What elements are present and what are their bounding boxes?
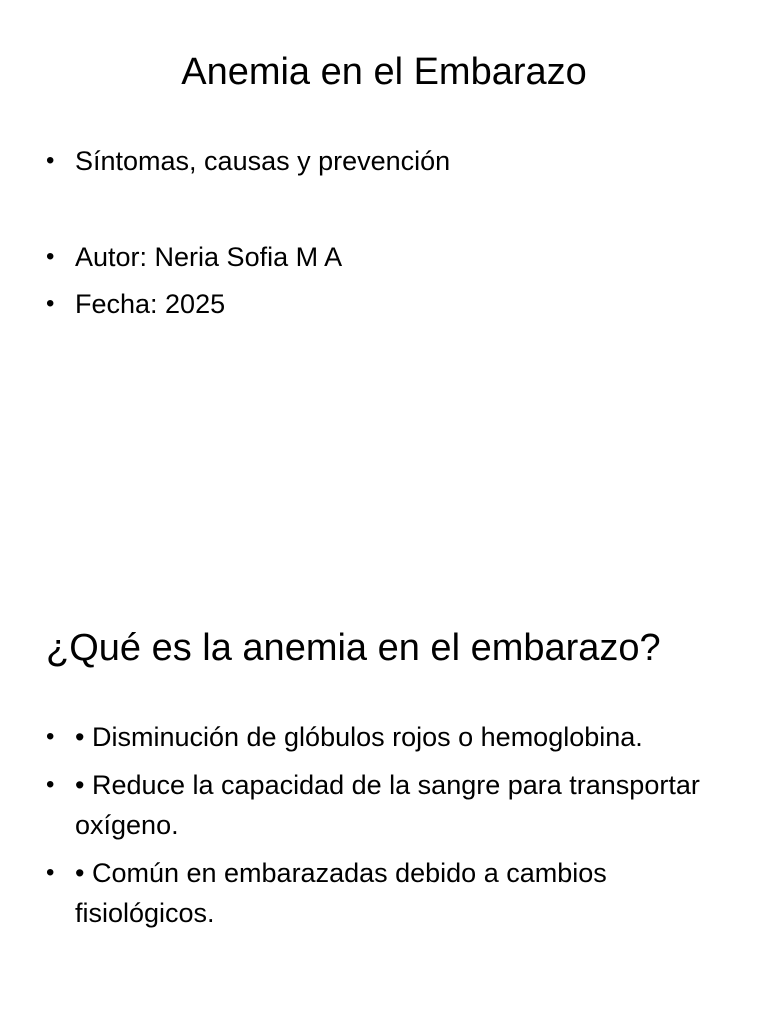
slide-1-title: Anemia en el Embarazo — [181, 51, 587, 93]
slide-2-bullet-list — [46, 717, 706, 941]
list-item — [46, 284, 726, 324]
bullet-text: Autor: Neria Sofia M A — [75, 242, 343, 272]
list-item — [46, 765, 706, 845]
bullet-text: Fecha: 2025 — [75, 289, 226, 319]
bullet-text: • Común en embarazadas debido a cambios fisiológicos. — [75, 858, 607, 928]
list-item — [46, 237, 726, 277]
bullet-icon: • — [46, 723, 55, 750]
bullet-text: Síntomas, causas y prevención — [75, 146, 451, 176]
list-item — [46, 141, 726, 181]
bullet-text: • Reduce la capacidad de la sangre para transportar oxígeno. — [75, 770, 700, 840]
slide-2-title: ¿Qué es la anemia en el embarazo? — [46, 627, 661, 669]
list-item — [46, 853, 706, 933]
bullet-icon: • — [46, 771, 55, 798]
slide-1-bullet-list — [46, 141, 726, 324]
bullet-text: • Disminución de glóbulos rojos o hemoglobina. — [75, 722, 643, 752]
bullet-icon: • — [46, 859, 55, 886]
bullet-icon: • — [46, 290, 55, 317]
list-item — [46, 717, 706, 757]
bullet-icon: • — [46, 243, 55, 270]
slide-2 — [0, 512, 768, 1024]
bullet-icon: • — [46, 147, 55, 174]
